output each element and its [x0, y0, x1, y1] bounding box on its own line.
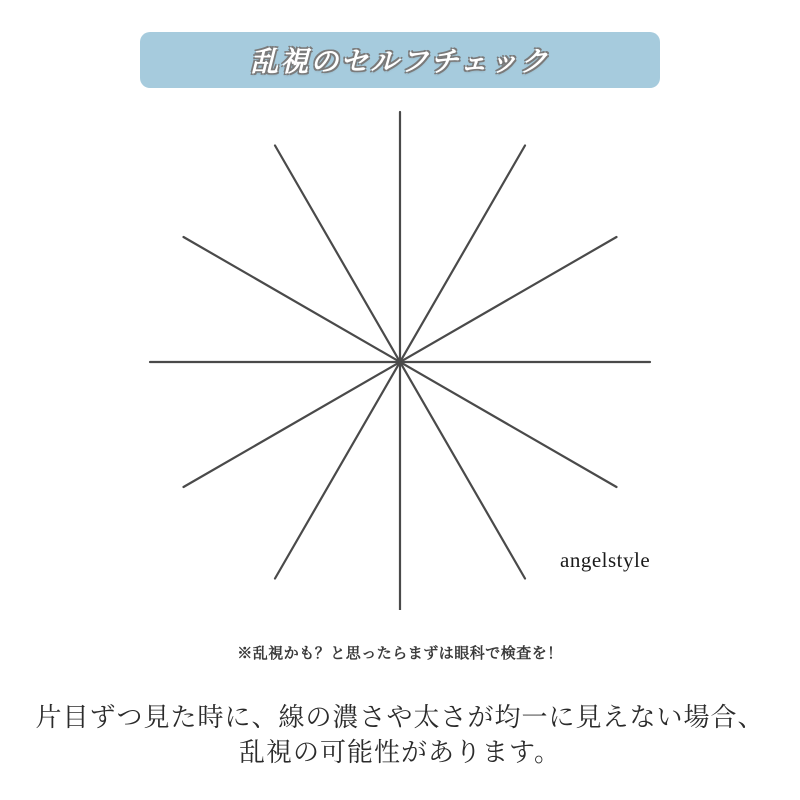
description-text [0, 700, 800, 770]
description-line-1: 片目ずつ見た時に、線の濃さや太さが均一に見えない場合、 [35, 703, 765, 732]
spoke-group [150, 112, 650, 610]
clinic-note: ※乱視かも？と思ったらまずは眼科で検査を！ [237, 645, 563, 662]
watermark-text: angelstyle [560, 548, 651, 572]
starburst-svg [120, 110, 680, 610]
description-line-2: 乱視の可能性があります。 [239, 738, 561, 768]
page-title: 乱視のセルフチェック [250, 47, 550, 78]
title-banner [140, 32, 660, 88]
starburst-figure [120, 110, 680, 610]
